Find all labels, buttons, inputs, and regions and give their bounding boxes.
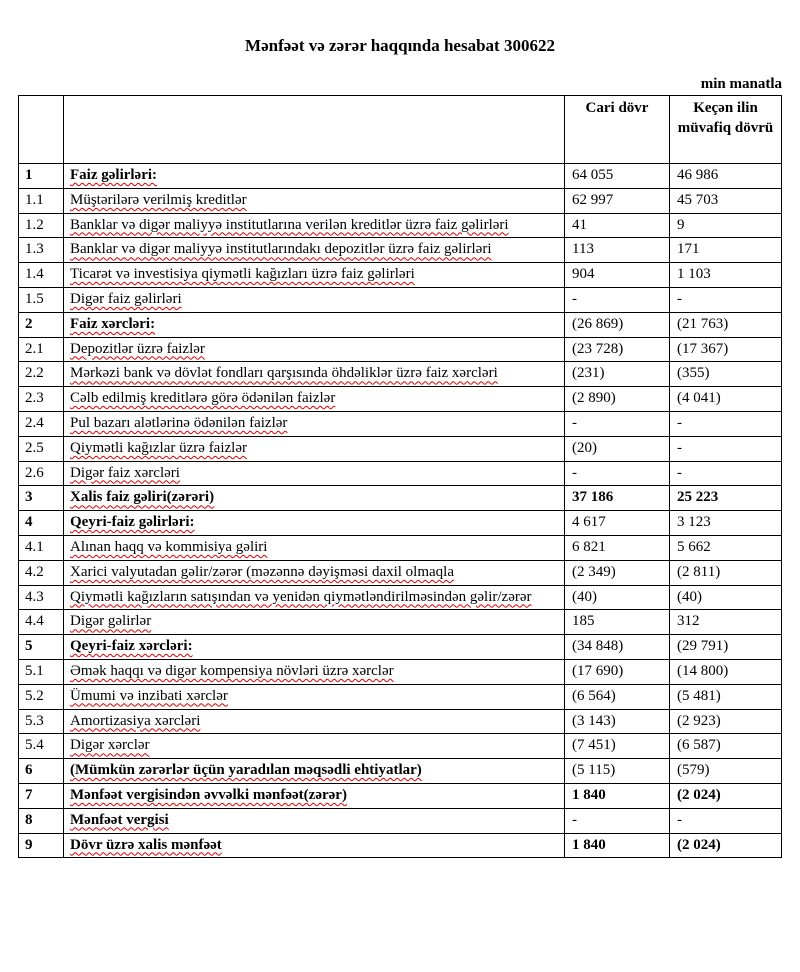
header-cell-previous-period: Keçən ilin müvafiq dövrü <box>670 96 782 164</box>
value-current-period: 6 821 <box>565 535 670 560</box>
value-current-period: 904 <box>565 263 670 288</box>
value-previous-period: (355) <box>670 362 782 387</box>
value-current-period: 4 617 <box>565 511 670 536</box>
value-current-period: - <box>565 461 670 486</box>
table-row <box>19 709 782 734</box>
row-label: Digər faiz gəlirləri <box>70 290 182 307</box>
value-previous-period: (5 481) <box>670 684 782 709</box>
row-label-cell <box>64 238 565 263</box>
row-label-cell <box>64 213 565 238</box>
row-label-cell <box>64 387 565 412</box>
row-label: Pul bazarı alətlərinə ödənilən faizlər <box>70 414 288 431</box>
value-current-period: 1 840 <box>565 783 670 808</box>
row-label: Digər xərclər <box>70 737 150 754</box>
table-row <box>19 535 782 560</box>
value-previous-period: (4 041) <box>670 387 782 412</box>
row-label-cell <box>64 362 565 387</box>
row-label-cell <box>64 164 565 189</box>
row-label: Faiz gəlirləri: <box>70 167 158 183</box>
row-label-cell <box>64 337 565 362</box>
value-previous-period: (40) <box>670 585 782 610</box>
row-label-cell <box>64 659 565 684</box>
table-row <box>19 362 782 387</box>
value-previous-period: 171 <box>670 238 782 263</box>
value-current-period: (7 451) <box>565 734 670 759</box>
value-previous-period: (2 811) <box>670 560 782 585</box>
row-label-cell <box>64 411 565 436</box>
value-previous-period: 3 123 <box>670 511 782 536</box>
row-label: Mənfəət vergisi <box>70 811 169 828</box>
table-row <box>19 511 782 536</box>
value-current-period: 41 <box>565 213 670 238</box>
row-number: 5.3 <box>19 709 64 734</box>
value-current-period: (2 349) <box>565 560 670 585</box>
value-current-period: - <box>565 808 670 833</box>
value-current-period: (231) <box>565 362 670 387</box>
row-number: 4.3 <box>19 585 64 610</box>
value-current-period: 1 840 <box>565 833 670 858</box>
value-current-period: (17 690) <box>565 659 670 684</box>
row-label-cell <box>64 263 565 288</box>
row-label-cell <box>64 312 565 337</box>
value-previous-period: - <box>670 461 782 486</box>
table-row <box>19 486 782 511</box>
value-current-period: (5 115) <box>565 759 670 784</box>
row-number: 1.3 <box>19 238 64 263</box>
header-cell-number <box>19 96 64 164</box>
table-row <box>19 461 782 486</box>
table-row <box>19 312 782 337</box>
row-label: Xalis faiz gəliri(zərəri) <box>70 489 215 506</box>
row-label: Digər faiz xərcləri <box>70 464 180 481</box>
row-number: 2.1 <box>19 337 64 362</box>
row-label: Faiz xərcləri: <box>70 315 156 332</box>
value-previous-period: 1 103 <box>670 263 782 288</box>
row-number: 5.2 <box>19 684 64 709</box>
row-number: 9 <box>19 833 64 858</box>
row-label: Mərkəzi bank və dövlət fondları qarşısında öhdəliklər üzrə faiz xərcləri <box>70 365 498 382</box>
row-label: Banklar və digər maliyyə institutlarına verilən kreditlər üzrə faiz gəlirləri <box>70 216 509 233</box>
value-previous-period: - <box>670 287 782 312</box>
value-current-period: 64 055 <box>565 164 670 189</box>
row-label-cell <box>64 783 565 808</box>
value-previous-period: (6 587) <box>670 734 782 759</box>
row-label: Xarici valyutadan gəlir/zərər (məzənnə dəyişməsi daxil olmaqla <box>70 563 455 580</box>
row-label: (Mümkün zərərlər üçün yaradılan məqsədli ehtiyatlar) <box>70 762 422 779</box>
row-number: 2.2 <box>19 362 64 387</box>
row-label-cell <box>64 585 565 610</box>
row-label-cell <box>64 486 565 511</box>
row-number: 1.1 <box>19 188 64 213</box>
profit-loss-table <box>18 95 782 858</box>
row-number: 1.5 <box>19 287 64 312</box>
row-label-cell <box>64 436 565 461</box>
row-label-cell <box>64 833 565 858</box>
value-current-period: (3 143) <box>565 709 670 734</box>
row-number: 2.6 <box>19 461 64 486</box>
table-row <box>19 287 782 312</box>
value-previous-period: (2 923) <box>670 709 782 734</box>
table-row <box>19 436 782 461</box>
table-row <box>19 808 782 833</box>
row-label: Qiymətli kağızlar üzrə faizlər <box>70 439 247 456</box>
row-number: 4 <box>19 511 64 536</box>
row-number: 7 <box>19 783 64 808</box>
row-label: Depozitlər üzrə faizlər <box>70 340 205 357</box>
value-current-period: - <box>565 287 670 312</box>
row-number: 4.2 <box>19 560 64 585</box>
row-label: Ümumi və inzibati xərclər <box>70 687 228 704</box>
value-previous-period: (29 791) <box>670 635 782 660</box>
row-label-cell <box>64 535 565 560</box>
row-number: 4.4 <box>19 610 64 635</box>
table-row <box>19 585 782 610</box>
table-row <box>19 213 782 238</box>
row-label: Amortizasiya xərcləri <box>70 712 201 729</box>
row-label-cell <box>64 188 565 213</box>
table-row <box>19 684 782 709</box>
row-number: 2.5 <box>19 436 64 461</box>
table-row <box>19 164 782 189</box>
row-number: 5.1 <box>19 659 64 684</box>
row-label: Banklar və digər maliyyə institutlarındakı depozitlər üzrə faiz gəlirləri <box>70 241 492 258</box>
value-current-period: (2 890) <box>565 387 670 412</box>
row-label-cell <box>64 635 565 660</box>
value-previous-period: (2 024) <box>670 833 782 858</box>
row-number: 2.4 <box>19 411 64 436</box>
row-number: 2 <box>19 312 64 337</box>
table-row <box>19 188 782 213</box>
table-row <box>19 610 782 635</box>
table-body <box>19 164 782 858</box>
row-number: 1 <box>19 164 64 189</box>
row-label: Ticarət və investisiya qiymətli kağızları üzrə faiz gəlirləri <box>70 266 415 283</box>
row-label-cell <box>64 709 565 734</box>
row-label: Alınan haqq və kommisiya gəliri <box>70 538 268 555</box>
value-current-period: 62 997 <box>565 188 670 213</box>
row-label: Əmək haqqı və digər kompensiya növləri üzrə xərclər <box>70 662 394 679</box>
value-previous-period: (579) <box>670 759 782 784</box>
value-previous-period: 25 223 <box>670 486 782 511</box>
row-label-cell <box>64 759 565 784</box>
table-row <box>19 659 782 684</box>
row-label-cell <box>64 560 565 585</box>
value-previous-period: - <box>670 436 782 461</box>
table-row <box>19 337 782 362</box>
row-label: Müştərilərə verilmiş kreditlər <box>70 191 247 208</box>
header-row <box>19 96 782 164</box>
row-number: 4.1 <box>19 535 64 560</box>
value-current-period: (40) <box>565 585 670 610</box>
row-label-cell <box>64 511 565 536</box>
value-previous-period: 46 986 <box>670 164 782 189</box>
row-number: 8 <box>19 808 64 833</box>
row-number: 3 <box>19 486 64 511</box>
value-previous-period: 9 <box>670 213 782 238</box>
row-number: 5 <box>19 635 64 660</box>
row-label: Qiymətli kağızların satışından və yenidən qiymətləndirilməsindən gəlir/zərər <box>70 588 532 605</box>
row-number: 6 <box>19 759 64 784</box>
unit-note: min manatla <box>700 76 782 92</box>
value-current-period: - <box>565 411 670 436</box>
row-label-cell <box>64 461 565 486</box>
value-current-period: (26 869) <box>565 312 670 337</box>
table-row <box>19 759 782 784</box>
row-label-cell <box>64 808 565 833</box>
value-previous-period: 312 <box>670 610 782 635</box>
table-row <box>19 560 782 585</box>
header-cell-label <box>64 96 565 164</box>
value-previous-period: 5 662 <box>670 535 782 560</box>
value-current-period: (34 848) <box>565 635 670 660</box>
row-label: Cəlb edilmiş kreditlərə görə ödənilən faizlər <box>70 390 336 407</box>
row-label: Digər gəlirlər <box>70 613 152 630</box>
value-previous-period: 45 703 <box>670 188 782 213</box>
table-row <box>19 783 782 808</box>
row-label-cell <box>64 684 565 709</box>
header-cell-current-period: Cari dövr <box>565 96 670 164</box>
row-number: 1.4 <box>19 263 64 288</box>
row-number: 2.3 <box>19 387 64 412</box>
value-current-period: 113 <box>565 238 670 263</box>
row-label-cell <box>64 734 565 759</box>
table-row <box>19 833 782 858</box>
value-previous-period: - <box>670 808 782 833</box>
table-row <box>19 734 782 759</box>
value-previous-period: (2 024) <box>670 783 782 808</box>
row-label-cell <box>64 610 565 635</box>
value-current-period: 37 186 <box>565 486 670 511</box>
row-number: 1.2 <box>19 213 64 238</box>
report-title: Mənfəət və zərər haqqında hesabat 300622 <box>245 36 555 55</box>
table-row <box>19 238 782 263</box>
table-row <box>19 263 782 288</box>
value-current-period: (6 564) <box>565 684 670 709</box>
row-label-cell <box>64 287 565 312</box>
value-current-period: 185 <box>565 610 670 635</box>
value-current-period: (20) <box>565 436 670 461</box>
row-label: Dövr üzrə xalis mənfəət <box>70 836 222 853</box>
table-row <box>19 387 782 412</box>
row-number: 5.4 <box>19 734 64 759</box>
value-previous-period: (17 367) <box>670 337 782 362</box>
row-label: Mənfəət vergisindən əvvəlki mənfəət(zərər) <box>70 786 347 803</box>
row-label: Qeyri-faiz xərcləri: <box>70 638 193 655</box>
table-row <box>19 635 782 660</box>
table-header <box>19 96 782 164</box>
table-row <box>19 411 782 436</box>
value-previous-period: (21 763) <box>670 312 782 337</box>
value-current-period: (23 728) <box>565 337 670 362</box>
value-previous-period: (14 800) <box>670 659 782 684</box>
value-previous-period: - <box>670 411 782 436</box>
row-label: Qeyri-faiz gəlirləri: <box>70 514 195 531</box>
